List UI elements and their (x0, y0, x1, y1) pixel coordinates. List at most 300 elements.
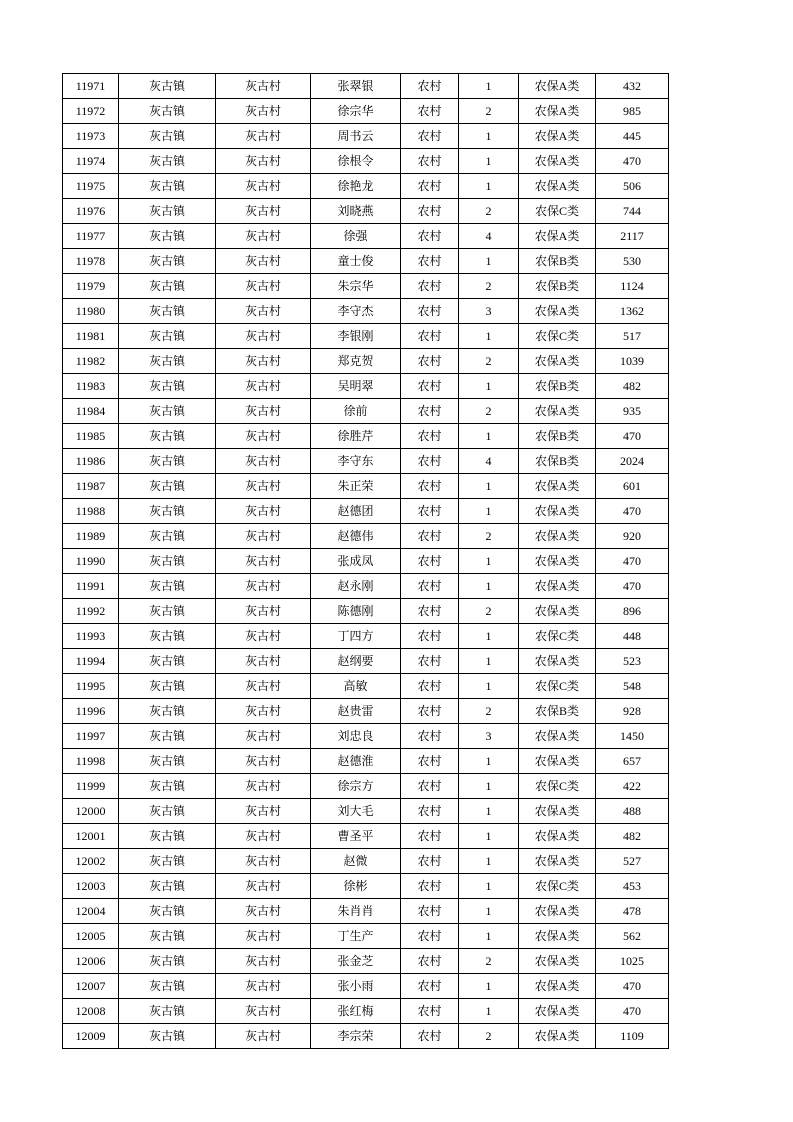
cell-residence-type: 农村 (401, 849, 459, 874)
cell-residence-type: 农村 (401, 949, 459, 974)
cell-amount: 601 (596, 474, 669, 499)
cell-person-count: 1 (459, 824, 519, 849)
cell-residence-type: 农村 (401, 99, 459, 124)
table-row (63, 1024, 669, 1049)
cell-person-count: 4 (459, 224, 519, 249)
table-row (63, 599, 669, 624)
cell-serial-number: 12008 (63, 999, 119, 1024)
cell-serial-number: 11986 (63, 449, 119, 474)
cell-village: 灰古村 (216, 749, 311, 774)
cell-serial-number: 11987 (63, 474, 119, 499)
cell-residence-type: 农村 (401, 274, 459, 299)
cell-person-count: 1 (459, 624, 519, 649)
cell-village: 灰古村 (216, 374, 311, 399)
cell-village: 灰古村 (216, 649, 311, 674)
cell-person-count: 1 (459, 499, 519, 524)
cell-residence-type: 农村 (401, 1024, 459, 1049)
cell-village: 灰古村 (216, 224, 311, 249)
cell-town: 灰古镇 (119, 749, 216, 774)
cell-person-count: 4 (459, 449, 519, 474)
cell-amount: 445 (596, 124, 669, 149)
cell-serial-number: 11994 (63, 649, 119, 674)
cell-person-name: 刘忠良 (311, 724, 401, 749)
cell-person-count: 1 (459, 749, 519, 774)
cell-village: 灰古村 (216, 299, 311, 324)
cell-amount: 2117 (596, 224, 669, 249)
cell-amount: 530 (596, 249, 669, 274)
cell-person-name: 徐艳龙 (311, 174, 401, 199)
cell-person-count: 1 (459, 424, 519, 449)
cell-amount: 448 (596, 624, 669, 649)
table-row (63, 449, 669, 474)
cell-serial-number: 12004 (63, 899, 119, 924)
cell-residence-type: 农村 (401, 974, 459, 999)
cell-residence-type: 农村 (401, 424, 459, 449)
table-row (63, 499, 669, 524)
table-row (63, 224, 669, 249)
cell-village: 灰古村 (216, 474, 311, 499)
cell-person-count: 2 (459, 699, 519, 724)
cell-person-count: 1 (459, 549, 519, 574)
cell-residence-type: 农村 (401, 799, 459, 824)
cell-person-name: 徐根令 (311, 149, 401, 174)
cell-town: 灰古镇 (119, 274, 216, 299)
cell-village: 灰古村 (216, 99, 311, 124)
cell-serial-number: 11974 (63, 149, 119, 174)
cell-residence-type: 农村 (401, 299, 459, 324)
cell-person-count: 1 (459, 674, 519, 699)
cell-amount: 896 (596, 599, 669, 624)
cell-amount: 488 (596, 799, 669, 824)
cell-residence-type: 农村 (401, 724, 459, 749)
cell-town: 灰古镇 (119, 524, 216, 549)
cell-town: 灰古镇 (119, 249, 216, 274)
cell-serial-number: 11990 (63, 549, 119, 574)
table-row (63, 699, 669, 724)
cell-residence-type: 农村 (401, 999, 459, 1024)
cell-person-count: 1 (459, 124, 519, 149)
cell-serial-number: 11991 (63, 574, 119, 599)
cell-insurance-category: 农保A类 (519, 124, 596, 149)
cell-insurance-category: 农保A类 (519, 599, 596, 624)
cell-insurance-category: 农保A类 (519, 499, 596, 524)
cell-serial-number: 11982 (63, 349, 119, 374)
cell-amount: 506 (596, 174, 669, 199)
cell-person-count: 1 (459, 649, 519, 674)
table-row (63, 324, 669, 349)
cell-town: 灰古镇 (119, 924, 216, 949)
cell-serial-number: 11993 (63, 624, 119, 649)
cell-town: 灰古镇 (119, 874, 216, 899)
cell-person-count: 2 (459, 399, 519, 424)
cell-serial-number: 11983 (63, 374, 119, 399)
cell-amount: 920 (596, 524, 669, 549)
cell-person-name: 张红梅 (311, 999, 401, 1024)
table-row (63, 999, 669, 1024)
cell-person-name: 高敏 (311, 674, 401, 699)
cell-residence-type: 农村 (401, 224, 459, 249)
cell-residence-type: 农村 (401, 649, 459, 674)
cell-town: 灰古镇 (119, 774, 216, 799)
table-row (63, 274, 669, 299)
cell-person-name: 陈德刚 (311, 599, 401, 624)
cell-insurance-category: 农保A类 (519, 174, 596, 199)
cell-insurance-category: 农保C类 (519, 874, 596, 899)
cell-insurance-category: 农保A类 (519, 749, 596, 774)
cell-village: 灰古村 (216, 799, 311, 824)
cell-amount: 1025 (596, 949, 669, 974)
table-row (63, 974, 669, 999)
cell-town: 灰古镇 (119, 624, 216, 649)
table-row (63, 724, 669, 749)
cell-village: 灰古村 (216, 599, 311, 624)
cell-town: 灰古镇 (119, 199, 216, 224)
cell-person-count: 3 (459, 724, 519, 749)
cell-insurance-category: 农保C类 (519, 624, 596, 649)
cell-amount: 478 (596, 899, 669, 924)
cell-serial-number: 11980 (63, 299, 119, 324)
cell-village: 灰古村 (216, 899, 311, 924)
table-row (63, 474, 669, 499)
cell-person-count: 1 (459, 474, 519, 499)
cell-person-name: 李宗荣 (311, 1024, 401, 1049)
cell-insurance-category: 农保A类 (519, 349, 596, 374)
cell-residence-type: 农村 (401, 199, 459, 224)
cell-person-count: 1 (459, 574, 519, 599)
table-row (63, 149, 669, 174)
cell-town: 灰古镇 (119, 399, 216, 424)
cell-insurance-category: 农保B类 (519, 699, 596, 724)
table-row (63, 374, 669, 399)
cell-person-name: 周书云 (311, 124, 401, 149)
cell-amount: 1109 (596, 1024, 669, 1049)
cell-person-count: 1 (459, 324, 519, 349)
cell-amount: 1124 (596, 274, 669, 299)
cell-town: 灰古镇 (119, 649, 216, 674)
cell-village: 灰古村 (216, 574, 311, 599)
cell-serial-number: 11977 (63, 224, 119, 249)
cell-serial-number: 11998 (63, 749, 119, 774)
cell-village: 灰古村 (216, 874, 311, 899)
cell-person-name: 吴明翠 (311, 374, 401, 399)
cell-village: 灰古村 (216, 174, 311, 199)
table-row (63, 874, 669, 899)
cell-person-count: 2 (459, 199, 519, 224)
benefit-roster-table (62, 73, 669, 1049)
cell-person-name: 赵德伟 (311, 524, 401, 549)
cell-person-name: 朱肖肖 (311, 899, 401, 924)
cell-town: 灰古镇 (119, 974, 216, 999)
table-body (63, 74, 669, 1049)
cell-person-count: 1 (459, 924, 519, 949)
cell-residence-type: 农村 (401, 374, 459, 399)
cell-village: 灰古村 (216, 549, 311, 574)
cell-person-name: 徐前 (311, 399, 401, 424)
cell-residence-type: 农村 (401, 449, 459, 474)
cell-serial-number: 12007 (63, 974, 119, 999)
cell-person-count: 2 (459, 949, 519, 974)
cell-serial-number: 11981 (63, 324, 119, 349)
cell-amount: 1039 (596, 349, 669, 374)
cell-town: 灰古镇 (119, 499, 216, 524)
cell-insurance-category: 农保A类 (519, 974, 596, 999)
cell-amount: 470 (596, 574, 669, 599)
cell-residence-type: 农村 (401, 324, 459, 349)
cell-insurance-category: 农保B类 (519, 374, 596, 399)
cell-serial-number: 12001 (63, 824, 119, 849)
cell-town: 灰古镇 (119, 324, 216, 349)
cell-serial-number: 11975 (63, 174, 119, 199)
cell-person-name: 朱正荣 (311, 474, 401, 499)
cell-person-count: 1 (459, 174, 519, 199)
cell-insurance-category: 农保A类 (519, 224, 596, 249)
cell-amount: 470 (596, 999, 669, 1024)
cell-insurance-category: 农保B类 (519, 249, 596, 274)
cell-residence-type: 农村 (401, 349, 459, 374)
cell-person-count: 2 (459, 1024, 519, 1049)
cell-person-count: 1 (459, 999, 519, 1024)
cell-serial-number: 11984 (63, 399, 119, 424)
cell-person-name: 刘大毛 (311, 799, 401, 824)
table-row (63, 549, 669, 574)
cell-person-count: 1 (459, 849, 519, 874)
table-row (63, 574, 669, 599)
cell-amount: 2024 (596, 449, 669, 474)
cell-residence-type: 农村 (401, 599, 459, 624)
cell-insurance-category: 农保B类 (519, 424, 596, 449)
cell-town: 灰古镇 (119, 474, 216, 499)
cell-town: 灰古镇 (119, 174, 216, 199)
cell-village: 灰古村 (216, 699, 311, 724)
cell-village: 灰古村 (216, 824, 311, 849)
cell-person-name: 郑克贺 (311, 349, 401, 374)
cell-village: 灰古村 (216, 924, 311, 949)
cell-residence-type: 农村 (401, 699, 459, 724)
cell-person-count: 2 (459, 524, 519, 549)
cell-person-name: 徐胜芹 (311, 424, 401, 449)
cell-person-name: 丁生产 (311, 924, 401, 949)
table-row (63, 524, 669, 549)
cell-amount: 470 (596, 424, 669, 449)
cell-town: 灰古镇 (119, 349, 216, 374)
cell-amount: 432 (596, 74, 669, 99)
cell-person-count: 1 (459, 899, 519, 924)
cell-town: 灰古镇 (119, 149, 216, 174)
cell-town: 灰古镇 (119, 824, 216, 849)
cell-serial-number: 11979 (63, 274, 119, 299)
cell-town: 灰古镇 (119, 999, 216, 1024)
cell-serial-number: 11999 (63, 774, 119, 799)
cell-village: 灰古村 (216, 249, 311, 274)
cell-village: 灰古村 (216, 849, 311, 874)
cell-person-name: 张成凤 (311, 549, 401, 574)
cell-residence-type: 农村 (401, 924, 459, 949)
table-row (63, 174, 669, 199)
table-row (63, 74, 669, 99)
cell-village: 灰古村 (216, 349, 311, 374)
cell-insurance-category: 农保A类 (519, 549, 596, 574)
cell-person-count: 2 (459, 99, 519, 124)
cell-person-name: 徐宗华 (311, 99, 401, 124)
cell-village: 灰古村 (216, 324, 311, 349)
cell-residence-type: 农村 (401, 774, 459, 799)
cell-residence-type: 农村 (401, 574, 459, 599)
cell-amount: 470 (596, 549, 669, 574)
cell-town: 灰古镇 (119, 549, 216, 574)
cell-residence-type: 农村 (401, 899, 459, 924)
table-row (63, 299, 669, 324)
cell-town: 灰古镇 (119, 599, 216, 624)
cell-person-count: 1 (459, 374, 519, 399)
cell-insurance-category: 农保A类 (519, 849, 596, 874)
cell-insurance-category: 农保A类 (519, 399, 596, 424)
cell-residence-type: 农村 (401, 399, 459, 424)
cell-amount: 744 (596, 199, 669, 224)
cell-serial-number: 12002 (63, 849, 119, 874)
cell-serial-number: 11976 (63, 199, 119, 224)
table-row (63, 899, 669, 924)
cell-residence-type: 农村 (401, 249, 459, 274)
cell-person-count: 1 (459, 974, 519, 999)
cell-amount: 562 (596, 924, 669, 949)
cell-serial-number: 11997 (63, 724, 119, 749)
cell-town: 灰古镇 (119, 124, 216, 149)
cell-insurance-category: 农保C类 (519, 324, 596, 349)
cell-village: 灰古村 (216, 674, 311, 699)
cell-insurance-category: 农保A类 (519, 799, 596, 824)
cell-person-name: 赵德淮 (311, 749, 401, 774)
cell-person-name: 赵永刚 (311, 574, 401, 599)
cell-person-count: 1 (459, 249, 519, 274)
cell-town: 灰古镇 (119, 899, 216, 924)
table-row (63, 349, 669, 374)
cell-person-name: 张小雨 (311, 974, 401, 999)
cell-person-name: 刘晓燕 (311, 199, 401, 224)
table-row (63, 624, 669, 649)
cell-insurance-category: 农保A类 (519, 1024, 596, 1049)
cell-serial-number: 12005 (63, 924, 119, 949)
cell-serial-number: 11992 (63, 599, 119, 624)
cell-residence-type: 农村 (401, 474, 459, 499)
cell-amount: 935 (596, 399, 669, 424)
cell-amount: 527 (596, 849, 669, 874)
table-row (63, 249, 669, 274)
cell-amount: 453 (596, 874, 669, 899)
cell-residence-type: 农村 (401, 824, 459, 849)
cell-person-count: 1 (459, 149, 519, 174)
table-row (63, 774, 669, 799)
cell-amount: 1450 (596, 724, 669, 749)
cell-amount: 470 (596, 974, 669, 999)
cell-person-name: 童士俊 (311, 249, 401, 274)
cell-town: 灰古镇 (119, 1024, 216, 1049)
cell-insurance-category: 农保A类 (519, 649, 596, 674)
cell-person-name: 徐彬 (311, 874, 401, 899)
table-row (63, 924, 669, 949)
table-row (63, 399, 669, 424)
cell-town: 灰古镇 (119, 674, 216, 699)
table-row (63, 124, 669, 149)
cell-serial-number: 11988 (63, 499, 119, 524)
table-row (63, 849, 669, 874)
cell-residence-type: 农村 (401, 549, 459, 574)
cell-person-name: 赵纲要 (311, 649, 401, 674)
cell-person-name: 赵贵雷 (311, 699, 401, 724)
cell-residence-type: 农村 (401, 874, 459, 899)
cell-serial-number: 12006 (63, 949, 119, 974)
cell-amount: 482 (596, 824, 669, 849)
cell-town: 灰古镇 (119, 849, 216, 874)
cell-person-count: 2 (459, 274, 519, 299)
cell-town: 灰古镇 (119, 449, 216, 474)
cell-village: 灰古村 (216, 524, 311, 549)
table-row (63, 674, 669, 699)
cell-village: 灰古村 (216, 949, 311, 974)
table-row (63, 949, 669, 974)
cell-amount: 657 (596, 749, 669, 774)
cell-person-count: 1 (459, 774, 519, 799)
cell-town: 灰古镇 (119, 99, 216, 124)
cell-amount: 517 (596, 324, 669, 349)
cell-insurance-category: 农保A类 (519, 999, 596, 1024)
cell-person-count: 1 (459, 799, 519, 824)
cell-insurance-category: 农保C类 (519, 674, 596, 699)
cell-amount: 548 (596, 674, 669, 699)
cell-amount: 422 (596, 774, 669, 799)
table-row (63, 649, 669, 674)
cell-insurance-category: 农保A类 (519, 99, 596, 124)
cell-insurance-category: 农保B类 (519, 274, 596, 299)
cell-town: 灰古镇 (119, 574, 216, 599)
cell-person-name: 张金芝 (311, 949, 401, 974)
cell-town: 灰古镇 (119, 424, 216, 449)
cell-insurance-category: 农保A类 (519, 724, 596, 749)
cell-residence-type: 农村 (401, 149, 459, 174)
cell-village: 灰古村 (216, 74, 311, 99)
table-row (63, 749, 669, 774)
cell-insurance-category: 农保C类 (519, 199, 596, 224)
cell-serial-number: 12009 (63, 1024, 119, 1049)
cell-town: 灰古镇 (119, 724, 216, 749)
table-row (63, 99, 669, 124)
cell-person-name: 李守杰 (311, 299, 401, 324)
cell-serial-number: 12003 (63, 874, 119, 899)
cell-residence-type: 农村 (401, 124, 459, 149)
cell-person-name: 赵微 (311, 849, 401, 874)
cell-person-name: 李银刚 (311, 324, 401, 349)
cell-insurance-category: 农保A类 (519, 149, 596, 174)
cell-village: 灰古村 (216, 624, 311, 649)
cell-insurance-category: 农保A类 (519, 949, 596, 974)
cell-town: 灰古镇 (119, 699, 216, 724)
cell-amount: 470 (596, 149, 669, 174)
cell-serial-number: 11996 (63, 699, 119, 724)
table-row (63, 199, 669, 224)
cell-serial-number: 11978 (63, 249, 119, 274)
cell-town: 灰古镇 (119, 374, 216, 399)
cell-insurance-category: 农保A类 (519, 824, 596, 849)
cell-town: 灰古镇 (119, 224, 216, 249)
cell-village: 灰古村 (216, 124, 311, 149)
cell-town: 灰古镇 (119, 949, 216, 974)
cell-person-name: 赵德团 (311, 499, 401, 524)
cell-town: 灰古镇 (119, 799, 216, 824)
cell-insurance-category: 农保B类 (519, 449, 596, 474)
cell-person-name: 朱宗华 (311, 274, 401, 299)
cell-village: 灰古村 (216, 499, 311, 524)
cell-village: 灰古村 (216, 424, 311, 449)
cell-person-name: 徐宗方 (311, 774, 401, 799)
